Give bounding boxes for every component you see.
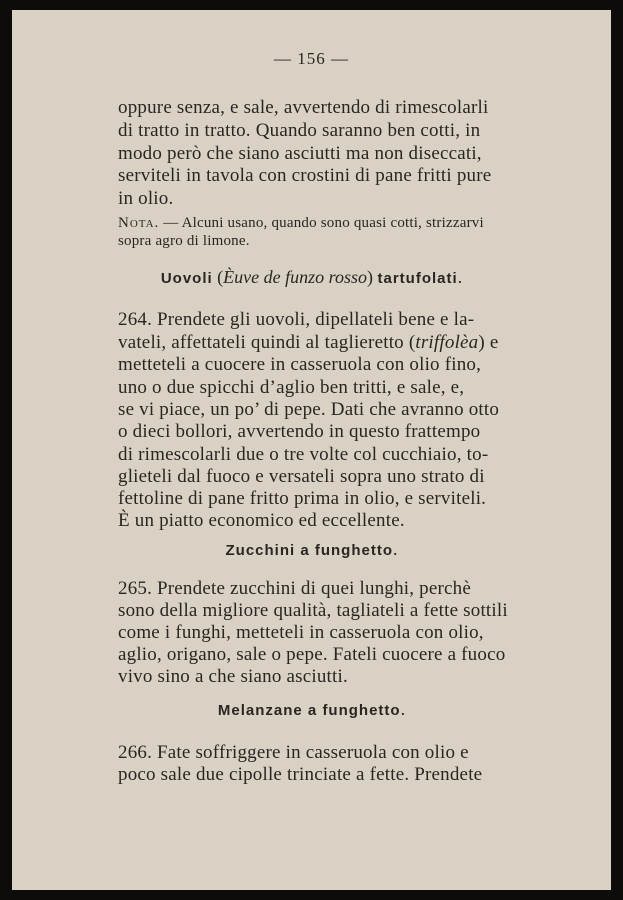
text-line: o dieci bollori, avvertendo in questo frattempo bbox=[118, 421, 481, 442]
section-heading-zucchini: Zucchini a funghetto. bbox=[225, 539, 398, 559]
section-heading-uovoli: Uovoli (Èuve de funzo rosso) tartufolati. bbox=[160, 267, 463, 287]
text-line: in olio. bbox=[118, 188, 174, 209]
text-line: 266. Fate soffriggere in casseruola con olio e bbox=[118, 742, 469, 763]
text-line: 264. Prendete gli uovoli, dipellateli bene e la- bbox=[118, 309, 475, 330]
text-line: modo però che siano asciutti ma non diseccati, bbox=[118, 143, 482, 164]
text-line: poco sale due cipolle trinciate a fette. Prendete bbox=[118, 764, 483, 785]
text-line: metteteli a cuocere in casseruola con olio fino, bbox=[118, 354, 482, 375]
text-line: 265. Prendete zucchini di quei lunghi, perchè bbox=[118, 578, 472, 599]
text-line: serviteli in tavola con crostini di pane fritti pure bbox=[118, 165, 492, 186]
text-line: sono della migliore qualità, tagliateli a fette sottili bbox=[118, 600, 508, 621]
text-line: aglio, origano, sale o pepe. Fateli cuocere a fuoco bbox=[118, 644, 506, 665]
section-heading-melanzane: Melanzane a funghetto. bbox=[217, 699, 406, 719]
note-text: — Alcuni usano, quando sono quasi cotti, strizzarvi bbox=[159, 215, 484, 231]
note-line: sopra agro di limone. bbox=[118, 233, 250, 249]
page-number: — 156 — bbox=[274, 49, 349, 68]
text-line: vateli, affettateli quindi al taglieretto (triffolèa) e bbox=[118, 332, 499, 353]
text-line: uno o due spicchi d’aglio ben tritti, e sale, e, bbox=[118, 377, 465, 398]
text-line: di rimescolarli due o tre volte col cucchiaio, to- bbox=[118, 444, 489, 465]
note-label: Nota. bbox=[118, 215, 160, 231]
text-line: glieteli dal fuoco e versateli sopra uno strato di bbox=[118, 466, 485, 487]
text-line: vivo sino a che siano asciutti. bbox=[118, 666, 348, 687]
text-line: oppure senza, e sale, avvertendo di rimescolarli bbox=[118, 97, 489, 118]
text-line: fettoline di pane fritto prima in olio, e serviteli. bbox=[118, 488, 487, 509]
text-line: come i funghi, metteteli in casseruola con olio, bbox=[118, 622, 484, 643]
text-line: se vi piace, un po’ di pepe. Dati che avranno otto bbox=[118, 399, 500, 420]
text-line: di tratto in tratto. Quando saranno ben cotti, in bbox=[118, 120, 481, 141]
text-line: È un piatto economico ed eccellente. bbox=[118, 510, 405, 531]
